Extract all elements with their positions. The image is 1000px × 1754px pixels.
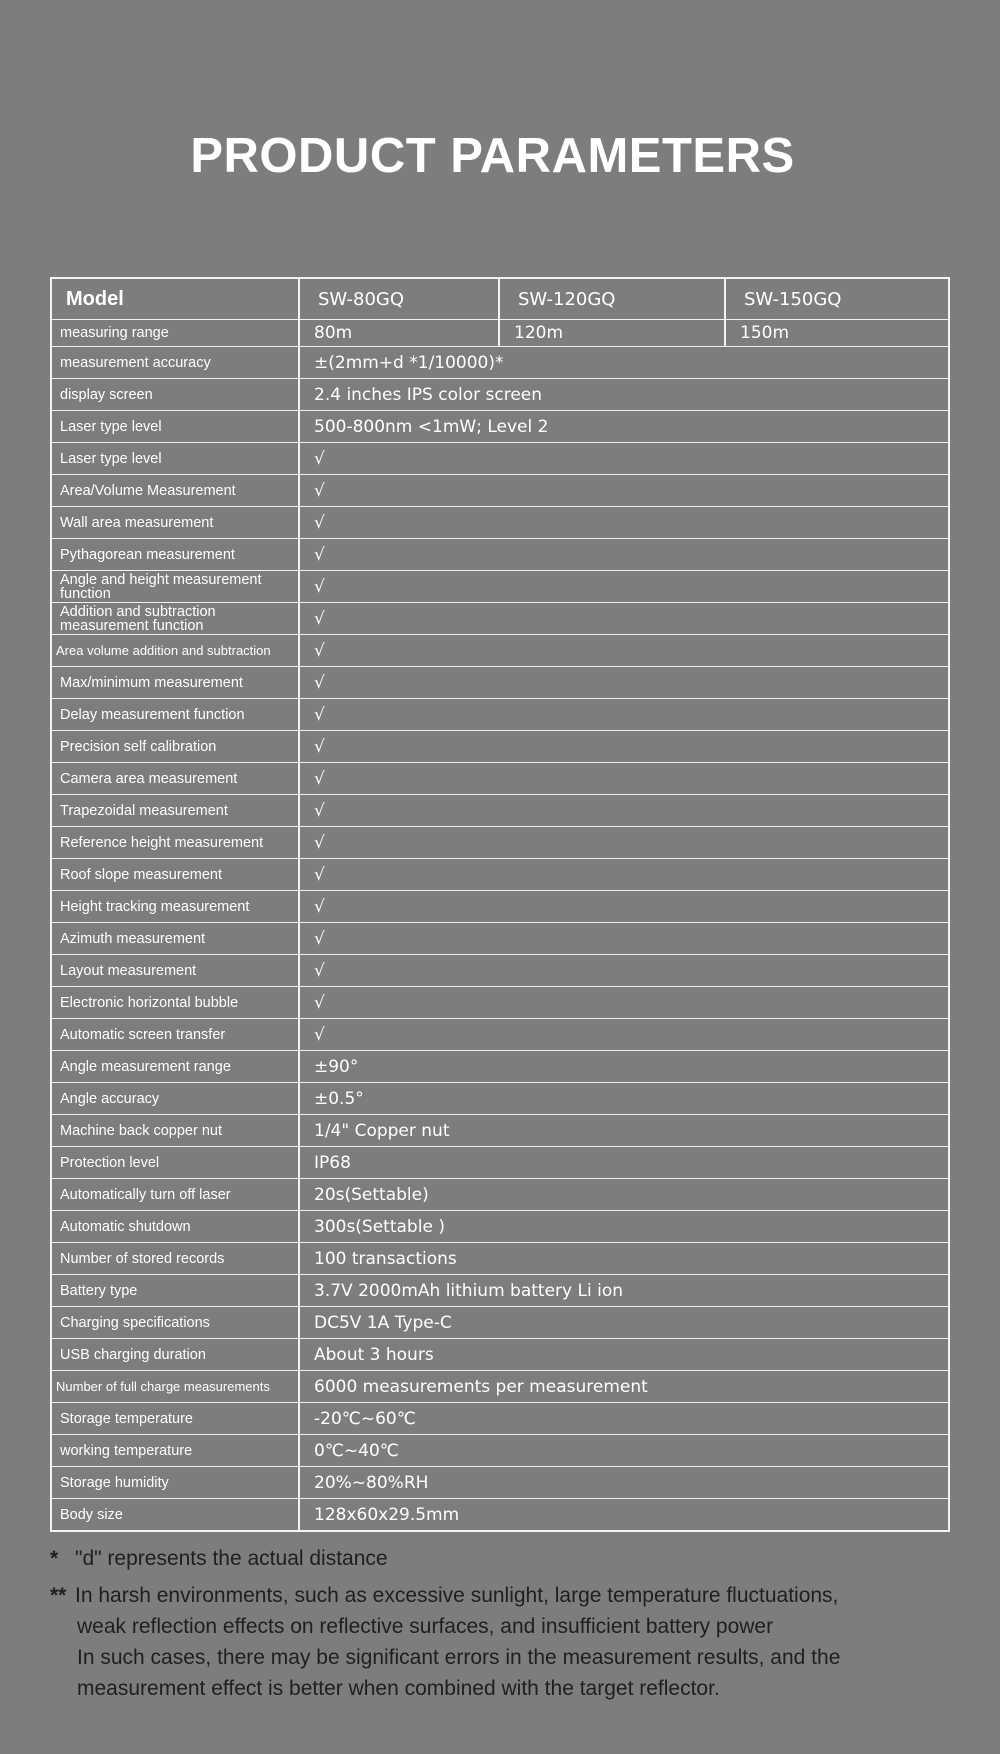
table-row xyxy=(52,378,948,410)
row-label: Protection level xyxy=(52,1147,300,1178)
table-row xyxy=(52,1402,948,1434)
check-mark: √ xyxy=(314,544,325,565)
row-label: Battery type xyxy=(52,1275,300,1306)
range-sw-150gq: 150m xyxy=(740,323,790,343)
row-label: Angle measurement range xyxy=(52,1051,300,1082)
row-label: Automatic screen transfer xyxy=(52,1019,300,1050)
row-label: measurement accuracy xyxy=(52,347,300,378)
range-sw-80gq: 80m xyxy=(300,320,500,346)
table-row xyxy=(52,1466,948,1498)
row-label: Charging specifications xyxy=(52,1307,300,1338)
row-value: IP68 xyxy=(314,1152,351,1173)
row-value: 500-800nm <1mW; Level 2 xyxy=(314,416,549,437)
model-sw-150gq: SW-150GQ xyxy=(744,288,842,310)
row-label: Body size xyxy=(52,1499,300,1530)
row-value: About 3 hours xyxy=(314,1344,434,1365)
row-value: ±0.5° xyxy=(314,1088,364,1109)
table-row xyxy=(52,442,948,474)
row-label: Machine back copper nut xyxy=(52,1115,300,1146)
row-value: 6000 measurements per measurement xyxy=(314,1376,648,1397)
row-label: Camera area measurement xyxy=(52,763,300,794)
row-label: Number of full charge measurements xyxy=(52,1371,300,1402)
footnote-text: In harsh environments, such as excessive sunlight, large temperature fluctuations, xyxy=(75,1584,839,1607)
row-label: Area volume addition and subtraction xyxy=(52,635,300,666)
row-value: ±90° xyxy=(314,1056,359,1077)
check-mark: √ xyxy=(314,928,325,949)
row-value: DC5V 1A Type-C xyxy=(314,1312,452,1333)
row-label: Reference height measurement xyxy=(52,827,300,858)
check-mark: √ xyxy=(314,480,325,501)
row-value: 2.4 inches IPS color screen xyxy=(314,384,543,405)
model-sw-80gq: SW-80GQ xyxy=(300,279,500,319)
footnote-marker: ** xyxy=(50,1584,67,1607)
row-label: working temperature xyxy=(52,1435,300,1466)
table-row xyxy=(52,1210,948,1242)
table-row xyxy=(52,890,948,922)
table-row xyxy=(52,922,948,954)
row-value: 100 transactions xyxy=(314,1248,457,1269)
model-header-label: Model xyxy=(52,279,300,319)
row-value: 0℃~40℃ xyxy=(314,1440,399,1461)
row-value: 300s(Settable ) xyxy=(314,1216,445,1237)
range-sw-120gq: 120m xyxy=(500,320,726,346)
row-label: Automatic shutdown xyxy=(52,1211,300,1242)
row-label: Storage temperature xyxy=(52,1403,300,1434)
table-row-measuring-range xyxy=(52,319,948,346)
table-row xyxy=(52,1434,948,1466)
table-row xyxy=(52,826,948,858)
check-mark: √ xyxy=(314,448,325,469)
check-mark: √ xyxy=(314,896,325,917)
row-label: Storage humidity xyxy=(52,1467,300,1498)
footnote-distance xyxy=(50,1543,980,1574)
row-value: 1/4" Copper nut xyxy=(314,1120,450,1141)
row-label: Layout measurement xyxy=(52,955,300,986)
row-label: Addition and subtraction measurement function xyxy=(52,603,300,634)
table-row xyxy=(52,1178,948,1210)
row-label: Precision self calibration xyxy=(52,731,300,762)
table-row xyxy=(52,1018,948,1050)
row-value: -20℃~60℃ xyxy=(314,1408,416,1429)
footnote-text: "d" represents the actual distance xyxy=(75,1547,388,1570)
row-value: 3.7V 2000mAh lithium battery Li ion xyxy=(314,1280,623,1301)
check-mark: √ xyxy=(314,992,325,1013)
check-mark: √ xyxy=(314,608,325,629)
check-mark: √ xyxy=(314,640,325,661)
footnote-text: weak reflection effects on reflective surfaces, and insufficient battery power xyxy=(77,1615,774,1638)
row-value: 20s(Settable) xyxy=(314,1184,429,1205)
table-row xyxy=(52,570,948,602)
row-label: Number of stored records xyxy=(52,1243,300,1274)
table-row xyxy=(52,698,948,730)
table-row xyxy=(52,1050,948,1082)
table-row xyxy=(52,538,948,570)
footnote-environment xyxy=(50,1580,980,1611)
row-label: Laser type level xyxy=(52,411,300,442)
row-value: ±(2mm+d *1/10000)* xyxy=(314,352,504,373)
model-sw-120gq: SW-120GQ xyxy=(500,279,726,319)
table-row xyxy=(52,346,948,378)
table-row xyxy=(52,602,948,634)
table-row xyxy=(52,794,948,826)
row-label: measuring range xyxy=(52,320,300,346)
table-row xyxy=(52,1338,948,1370)
table-row xyxy=(52,986,948,1018)
row-label: Area/Volume Measurement xyxy=(52,475,300,506)
row-label: Azimuth measurement xyxy=(52,923,300,954)
check-mark: √ xyxy=(314,864,325,885)
footnotes xyxy=(50,1543,980,1704)
row-label: Roof slope measurement xyxy=(52,859,300,890)
table-row xyxy=(52,506,948,538)
table-row xyxy=(52,954,948,986)
check-mark: √ xyxy=(314,704,325,725)
table-row xyxy=(52,1306,948,1338)
check-mark: √ xyxy=(314,960,325,981)
row-label: Trapezoidal measurement xyxy=(52,795,300,826)
table-row xyxy=(52,1498,948,1530)
check-mark: √ xyxy=(314,576,325,597)
row-label: Height tracking measurement xyxy=(52,891,300,922)
check-mark: √ xyxy=(314,1024,325,1045)
table-row xyxy=(52,858,948,890)
row-value: 20%~80%RH xyxy=(314,1472,429,1493)
row-label: Delay measurement function xyxy=(52,699,300,730)
table-row xyxy=(52,1082,948,1114)
row-label: Electronic horizontal bubble xyxy=(52,987,300,1018)
table-row xyxy=(52,762,948,794)
page-title: PRODUCT PARAMETERS xyxy=(190,129,795,183)
row-label: Angle accuracy xyxy=(52,1083,300,1114)
check-mark: √ xyxy=(314,736,325,757)
row-value: 128x60x29.5mm xyxy=(314,1504,460,1525)
check-mark: √ xyxy=(314,800,325,821)
check-mark: √ xyxy=(314,672,325,693)
table-row xyxy=(52,1274,948,1306)
table-row xyxy=(52,1242,948,1274)
footnote-marker: * xyxy=(50,1547,59,1570)
row-label: USB charging duration xyxy=(52,1339,300,1370)
footnote-text: measurement effect is better when combined with the target reflector. xyxy=(77,1677,720,1700)
table-row xyxy=(52,1370,948,1402)
table-row xyxy=(52,730,948,762)
row-label: Laser type level xyxy=(52,443,300,474)
table-row xyxy=(52,1114,948,1146)
row-label: Pythagorean measurement xyxy=(52,539,300,570)
check-mark: √ xyxy=(314,512,325,533)
footnote-text: In such cases, there may be significant errors in the measurement results, and the xyxy=(77,1646,841,1669)
parameters-table xyxy=(50,277,950,1532)
table-row xyxy=(52,666,948,698)
table-row xyxy=(52,634,948,666)
row-label: Wall area measurement xyxy=(52,507,300,538)
check-mark: √ xyxy=(314,832,325,853)
table-row xyxy=(52,1146,948,1178)
row-label: Angle and height measurement function xyxy=(52,571,300,602)
check-mark: √ xyxy=(314,768,325,789)
table-row xyxy=(52,410,948,442)
row-label: display screen xyxy=(52,379,300,410)
row-label: Automatically turn off laser xyxy=(52,1179,300,1210)
table-row xyxy=(52,474,948,506)
row-label: Max/minimum measurement xyxy=(52,667,300,698)
table-header-row xyxy=(52,279,948,319)
